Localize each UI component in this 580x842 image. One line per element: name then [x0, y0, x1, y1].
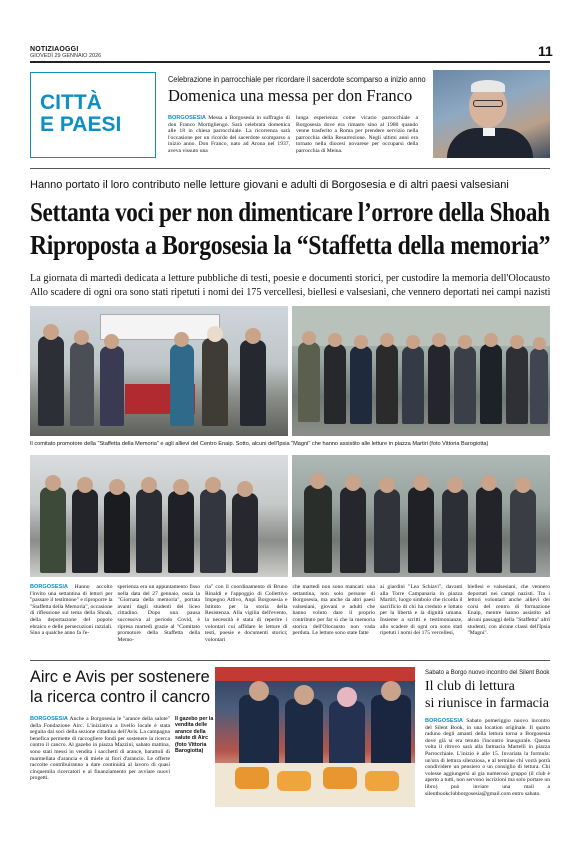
person-head	[302, 331, 316, 345]
committee-photo	[30, 306, 288, 436]
airc-headline-line1: Airc e Avis per sostenere	[30, 667, 210, 686]
main-article-kicker: Hanno portato il loro contributo nelle letture giovani e adulti di Borgosesia e di altri paesi valsesiani	[30, 179, 509, 191]
top-article-location: BORGOSESIA	[168, 115, 206, 121]
person-head	[533, 337, 546, 350]
person	[168, 491, 194, 573]
person-head	[74, 330, 89, 345]
main-article-col5: ai giardini "Lea Schiavi", davanti alla Torre Campanaria in piazza Martiri, luogo simbolo che ricorda il sacrificio di chi ha creduto e lottato per la libertà e la dignità umana. Insieme a scritti e testimonianze, allo scadere di ogni ora sono stati ripetuti i nomi dei 175 vercellesi,	[380, 584, 463, 637]
enaip-students-photo	[30, 455, 288, 577]
person	[324, 344, 346, 424]
portrait-glasses	[473, 100, 503, 107]
section-title-line1: CITTÀ	[40, 91, 102, 114]
person-head	[432, 333, 446, 347]
person	[170, 344, 194, 426]
person	[350, 346, 372, 424]
person-head	[104, 334, 119, 349]
priest-portrait-photo	[433, 70, 550, 158]
portrait-hair	[471, 80, 505, 92]
person	[200, 489, 226, 573]
section-title-line2: E PAESI	[40, 113, 122, 136]
person-head	[205, 477, 221, 493]
masthead-rule	[30, 61, 550, 63]
person	[408, 487, 434, 573]
main-article-location: BORGOSESIA	[30, 584, 68, 590]
person-head	[77, 477, 93, 493]
main-subheadline-line1: La giornata di martedì dedicata a letture pubbliche di testi, poesie e documenti storici, per custodire la memoria dell'Olocausto	[30, 272, 551, 284]
person-head	[413, 475, 429, 491]
students-photo	[292, 306, 550, 436]
orange-bag	[235, 767, 269, 789]
person-head	[484, 333, 498, 347]
person	[476, 487, 502, 573]
person-head	[380, 333, 394, 347]
person	[202, 338, 228, 426]
memorial-banner	[100, 314, 220, 340]
main-article-col4: che martedì non sono mancati: una settantina, non solo persone di Borgosesia, ma anche da altri paesi valsesiani, giovani e adulti che hanno voluto dare il proprio contributo per far sì che la memoria storica dell'Olocausto non vada perduta. Le letture sono state fatte	[292, 584, 375, 637]
person-head	[510, 335, 524, 349]
club-article-location: BORGOSESIA	[425, 718, 463, 724]
page-number: 11	[538, 43, 553, 59]
gazebo-canopy	[215, 667, 415, 681]
top-article-kicker: Celebrazione in parrocchiale per ricordare il sacerdote scomparso a inizio anno	[168, 75, 426, 84]
volunteer	[329, 701, 365, 765]
person	[232, 493, 258, 573]
club-headline-line1: Il club di lettura	[425, 679, 515, 694]
main-headline-line2: Riproposta a Borgosesia la “Staffetta della memoria”	[30, 230, 551, 260]
main-article-col2: sperienza era un appuntamento fisso nella data del 27 gennaio, ossia la "Giornata della memoria", portata avanti dagli studenti del liceo cittadino. Dopo una pausa successiva al periodo Covid, è ripresa martedì grazie al "Comitato promotore della Staffetta della Memo-	[117, 584, 200, 643]
person	[340, 487, 366, 573]
person	[304, 485, 332, 573]
section-title	[40, 92, 150, 136]
volunteer	[239, 695, 279, 765]
person	[136, 489, 162, 573]
club-article-kicker: Sabato a Borgo nuovo incontro del Silent Book	[425, 670, 550, 676]
masthead-name: NOTIZIAOGGI	[30, 46, 79, 53]
person	[104, 491, 130, 573]
person-head	[515, 477, 531, 493]
person-head	[345, 475, 361, 491]
airc-article-location: BORGOSESIA	[30, 716, 68, 722]
person	[72, 489, 98, 573]
main-article-col1-text: Hanno accolto l'invito una settantina di lettori per "passare il testimone" e riproporre la "Staffetta della Memoria", occasione di riflessione sul tema della Shoah, della deportazione del popolo ebraico e delle persecuzioni razziali. Sino a qualche anno fa l'e-	[30, 584, 113, 637]
volunteer-head	[249, 681, 269, 701]
person	[428, 344, 450, 424]
airc-photo-caption: Il gazebo per la vendita delle arance della salute di Airc (foto Vittoria Barogiotta)	[175, 716, 214, 755]
person	[454, 346, 476, 424]
club-article-body-text: Sabato pomeriggio nuovo incontro del Silent Book, in una location originale. Il quarto raduno degli amanti della lettura torna a Borgosesia dove già si era tenuto l'incontro inaugurale. Questa volta il ritrovo sarà alla farmacia Martelli in piazza Parrocchiale. L'inizio è alle 15. Invariata la formula: un'ora di lettura silenziosa, e al termine chi vorrà potrà condividere un pensiero o un consiglio di lettura. Chi volesse aggiungersi al gia numeroso gruppo (il club è aperto a tutti, non servono iscrizioni ma solo portare un libro) può inviare una mail a silentbookclubborgosesia@gmail.com entro sabato.	[425, 718, 550, 797]
top-article-col2: lunga esperienza come vicario parrocchiale a Borgosesia dove era rimasto sino al 1980 quando venne trasferito a Roma per prendere servizio nella parrocchia della Resurrezione. Negli ultimi anni era tornato nella diocesi novarese per occuparsi della parrocchia di Meina.	[296, 115, 418, 154]
person	[100, 346, 124, 426]
person	[376, 344, 398, 424]
airc-article-body-text: Anche a Borgosesia le "arance della salute" della Fondazione Airc. L'iniziativa a livello locale è stata seguita dai soci della sezione cittadina dell'Avis. La campagna benefica permette di raccogliere fondi per sostenere la ricerca contro il cancro. Al gazebo in piazza Mazzini, sabato mattina, sono stati messi in vendita i sacchetti di arance, barattoli di marmellata d'arancia e di miele ai fiori d'arancio. Le offerte raccolte contribuiranno a dare continuità al lavoro di quasi cinquemila ricercatori e al finanziamento per avviare nuovi progetti.	[30, 716, 171, 782]
person-head	[207, 326, 223, 342]
person-head	[43, 324, 59, 340]
person	[38, 336, 64, 426]
person	[402, 346, 424, 424]
club-article-body	[425, 718, 550, 797]
main-article-col6: biellesi e valsesiani, che vennero deportati nei campi nazisti. Tra i lettori volontari anche allievi dei corsi del centro di formazione Enaip, mentre hanno assistito ad alcuni passaggi della "Staffetta" altri studenti, con alcune classi dell'Ipsia "Magni".	[467, 584, 550, 637]
volunteer	[285, 699, 323, 765]
orange-bag	[323, 767, 357, 789]
photo-caption: Il comitato promotore della "Staffetta della Memoria" e agli allievi del Centro Enaip. Sotto, alcuni dell'Ipsia "Magni" che hanno assistito alle letture in piazza Martiri (foto Vittoria Barogiotta)	[30, 441, 489, 447]
club-headline-line2: si riunisce in farmacia	[425, 696, 550, 711]
person	[374, 489, 400, 573]
person	[442, 489, 468, 573]
orange-bag	[277, 771, 311, 791]
person	[480, 344, 502, 424]
person-head	[354, 335, 368, 349]
main-article-col1	[30, 584, 113, 637]
main-subheadline-line2: Allo scadere di ogni ora sono stati ripetuti i nomi dei 175 vercellesi, biellesi e valsesiani, che vennero deportati nei campi nazisti	[30, 286, 551, 298]
top-article-col1-text: Messa a Borgosesia in suffragio di don Franco Mortigliengo. Sarà celebrata domenica alle 18 in chiesa parrocchiale. La ricorrenza sarà l'occasione per un ricordo del sacerdote scomparso a inizio anno. Don Franco, nato ad Arona nel 1937, aveva vissuto una	[168, 115, 290, 154]
top-article-col1	[168, 115, 290, 155]
volunteer-head	[294, 685, 314, 705]
person-head	[481, 475, 497, 491]
bottom-divider	[30, 660, 550, 661]
top-article-headline: Domenica una messa per don Franco	[168, 86, 413, 105]
airc-article-body	[30, 716, 170, 782]
orange-bag	[365, 771, 399, 791]
person-head	[174, 332, 189, 347]
airc-headline-line2: la ricerca contro il cancro	[30, 687, 210, 706]
person-head	[109, 479, 125, 495]
person-head	[458, 335, 472, 349]
person-head	[328, 333, 342, 347]
person-head	[379, 477, 395, 493]
person	[298, 342, 320, 422]
person	[40, 487, 66, 573]
ipsia-students-photo	[292, 455, 550, 577]
person-head	[173, 479, 189, 495]
volunteer	[371, 695, 411, 765]
person-head	[406, 335, 420, 349]
portrait-collar	[483, 128, 495, 136]
top-divider	[30, 168, 550, 169]
person	[240, 340, 266, 426]
person	[530, 348, 548, 424]
person	[510, 489, 536, 573]
person-head	[237, 481, 253, 497]
person	[70, 342, 94, 426]
main-headline-line1: Settanta voci per non dimenticare l’orrore della Shoah	[30, 197, 550, 227]
person-head	[141, 477, 157, 493]
person-head	[310, 473, 326, 489]
volunteer-head	[381, 681, 401, 701]
airc-gazebo-photo	[215, 667, 415, 807]
person-head	[45, 475, 61, 491]
masthead-date: GIOVEDÌ 29 GENNAIO 2026	[30, 53, 102, 59]
person-head	[245, 328, 261, 344]
main-article-col3: ria" con il coordinamento di Bruno Rinaldi e l'appoggio di Collettivo Impegno Attivo, Anpi Borgosesia e Istituto per la storia della Resistenza. Alla vigilia dell'evento, la necessità è stata di reperire i volontari cui affidare le letture di testi, poesie e documenti storici; volontari	[205, 584, 288, 643]
volunteer-head	[337, 687, 357, 707]
person	[506, 346, 528, 424]
person-head	[447, 477, 463, 493]
